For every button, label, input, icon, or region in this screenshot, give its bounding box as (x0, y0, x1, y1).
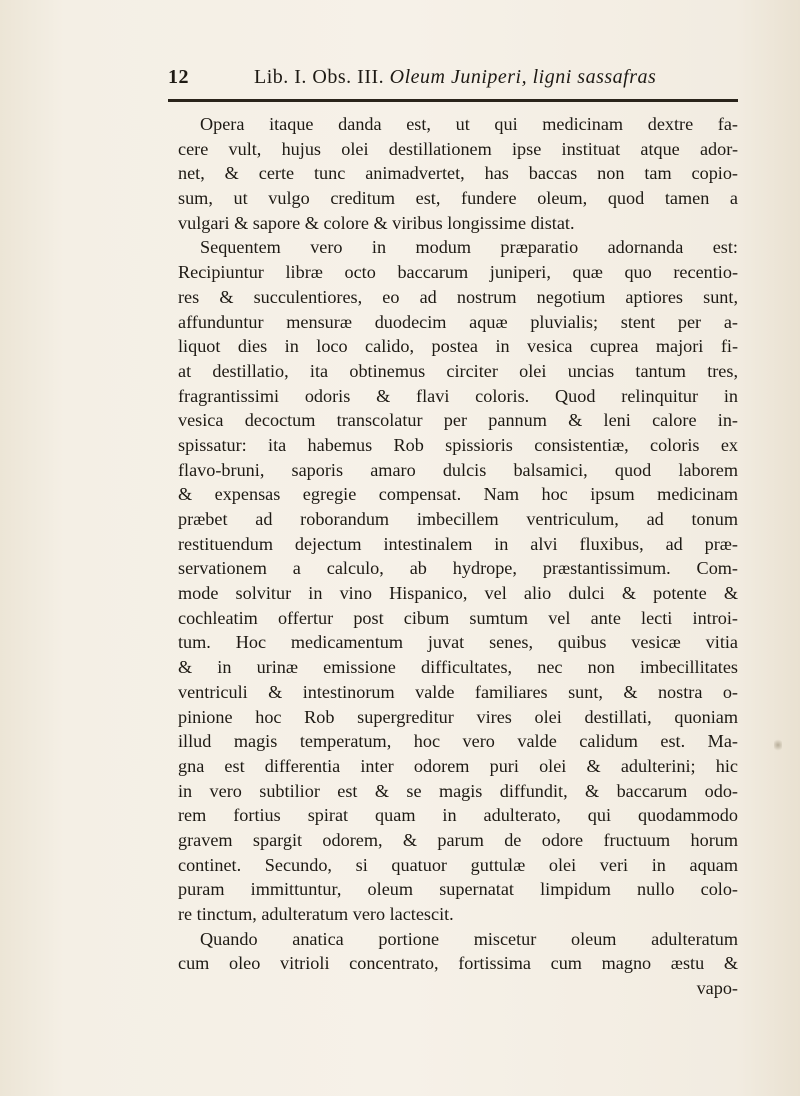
header-section: Lib. I. Obs. III. (254, 66, 385, 88)
text-line: ventriculi & intestinorum valde familiares sunt, & nostra o- (178, 681, 738, 702)
text-line: vulgari & sapore & colore & viribus longissime distat. (178, 212, 575, 233)
text-line: re tinctum, adulteratum vero lactescit. (178, 904, 454, 924)
text-line: sum, ut vulgo creditum est, fundere oleum, quod tamen a (178, 188, 738, 209)
text-line: res & succulentiores, eo ad nostrum negotium aptiores sunt, (178, 286, 738, 307)
running-header (158, 66, 738, 96)
text-line: servationem a calculo, ab hydrope, præstantissimum. Com- (178, 558, 738, 579)
text-line: affunduntur mensuræ duodecim aquæ pluvialis; stent per a- (178, 311, 738, 332)
text-line: illud magis temperatum, hoc vero valde calidum est. Ma- (178, 731, 738, 752)
text-line: restituendum dejectum intestinalem in alvi fluxibus, ad præ- (178, 533, 738, 554)
text-line: gna est differentia inter odorem puri olei & adulterini; hic (178, 755, 738, 776)
text-line: Sequentem vero in modum præparatio adornanda est: (200, 237, 738, 258)
header-subject: Oleum Juniperi, ligni sassafras (389, 66, 657, 88)
text-line: liquot dies in loco calido, postea in vesica cuprea majori fi- (178, 336, 738, 357)
header-rule (168, 99, 738, 102)
text-line: & expensas egregie compensat. Nam hoc ipsum medicinam (178, 484, 738, 505)
text-line: continet. Secundo, si quatuor guttulæ olei veri in aquam (178, 854, 738, 875)
text-line: cere vult, hujus olei destillationem ipse instituat atque ador- (178, 138, 738, 159)
text-line: spissatur: ita habemus Rob spissioris consistentiæ, coloris ex (178, 434, 738, 455)
text-line: cum oleo vitrioli concentrato, fortissima cum magno æstu & (178, 953, 738, 974)
paper-blemish (774, 738, 782, 752)
text-line: cochleatim offertur post cibum sumtum vel ante lecti introi- (178, 607, 738, 628)
text-line: præbet ad roborandum imbecillem ventriculum, ad tonum (178, 509, 738, 529)
text-line: mode solvitur in vino Hispanico, vel alio dulci & potente & (178, 583, 738, 604)
text-line: vesica decoctum transcolatur per pannum & leni calore in- (178, 410, 738, 431)
text-line: Recipiuntur libræ octo baccarum juniperi, quæ quo recentio- (178, 262, 738, 283)
text-line: flavo-bruni, saporis amaro dulcis balsamici, quod laborem (178, 459, 738, 480)
text-line: net, & certe tunc animadvertet, has baccas non tam copio- (178, 163, 738, 184)
catchword: vapo- (696, 978, 738, 999)
text-line: gravem spargit odorem, & parum de odore fructuum horum (178, 829, 738, 850)
text-line: & in urinæ emissione difficultates, nec non imbecillitates (178, 657, 738, 678)
text-line: Opera itaque danda est, ut qui medicinam dextre fa- (200, 114, 738, 134)
text-line: at destillatio, ita obtinemus circiter olei uncias tantum tres, (178, 360, 738, 381)
text-line: in vero subtilior est & se magis diffundit, & baccarum odo- (178, 780, 738, 801)
page-number: 12 (168, 66, 189, 88)
text-line: Quando anatica portione miscetur oleum adulteratum (200, 928, 738, 949)
text-line: fragrantissimi odoris & flavi coloris. Quod relinquitur in (178, 385, 738, 406)
body-text (178, 112, 738, 1001)
text-line: pinione hoc Rob supergreditur vires olei destillati, quoniam (178, 706, 738, 727)
text-line: puram immittuntur, oleum supernatat limpidum nullo colo- (178, 879, 738, 900)
text-line: rem fortius spirat quam in adulterato, qui quodammodo (178, 805, 738, 826)
text-line: tum. Hoc medicamentum juvat senes, quibus vesicæ vitia (178, 632, 738, 653)
header-title (254, 66, 656, 89)
